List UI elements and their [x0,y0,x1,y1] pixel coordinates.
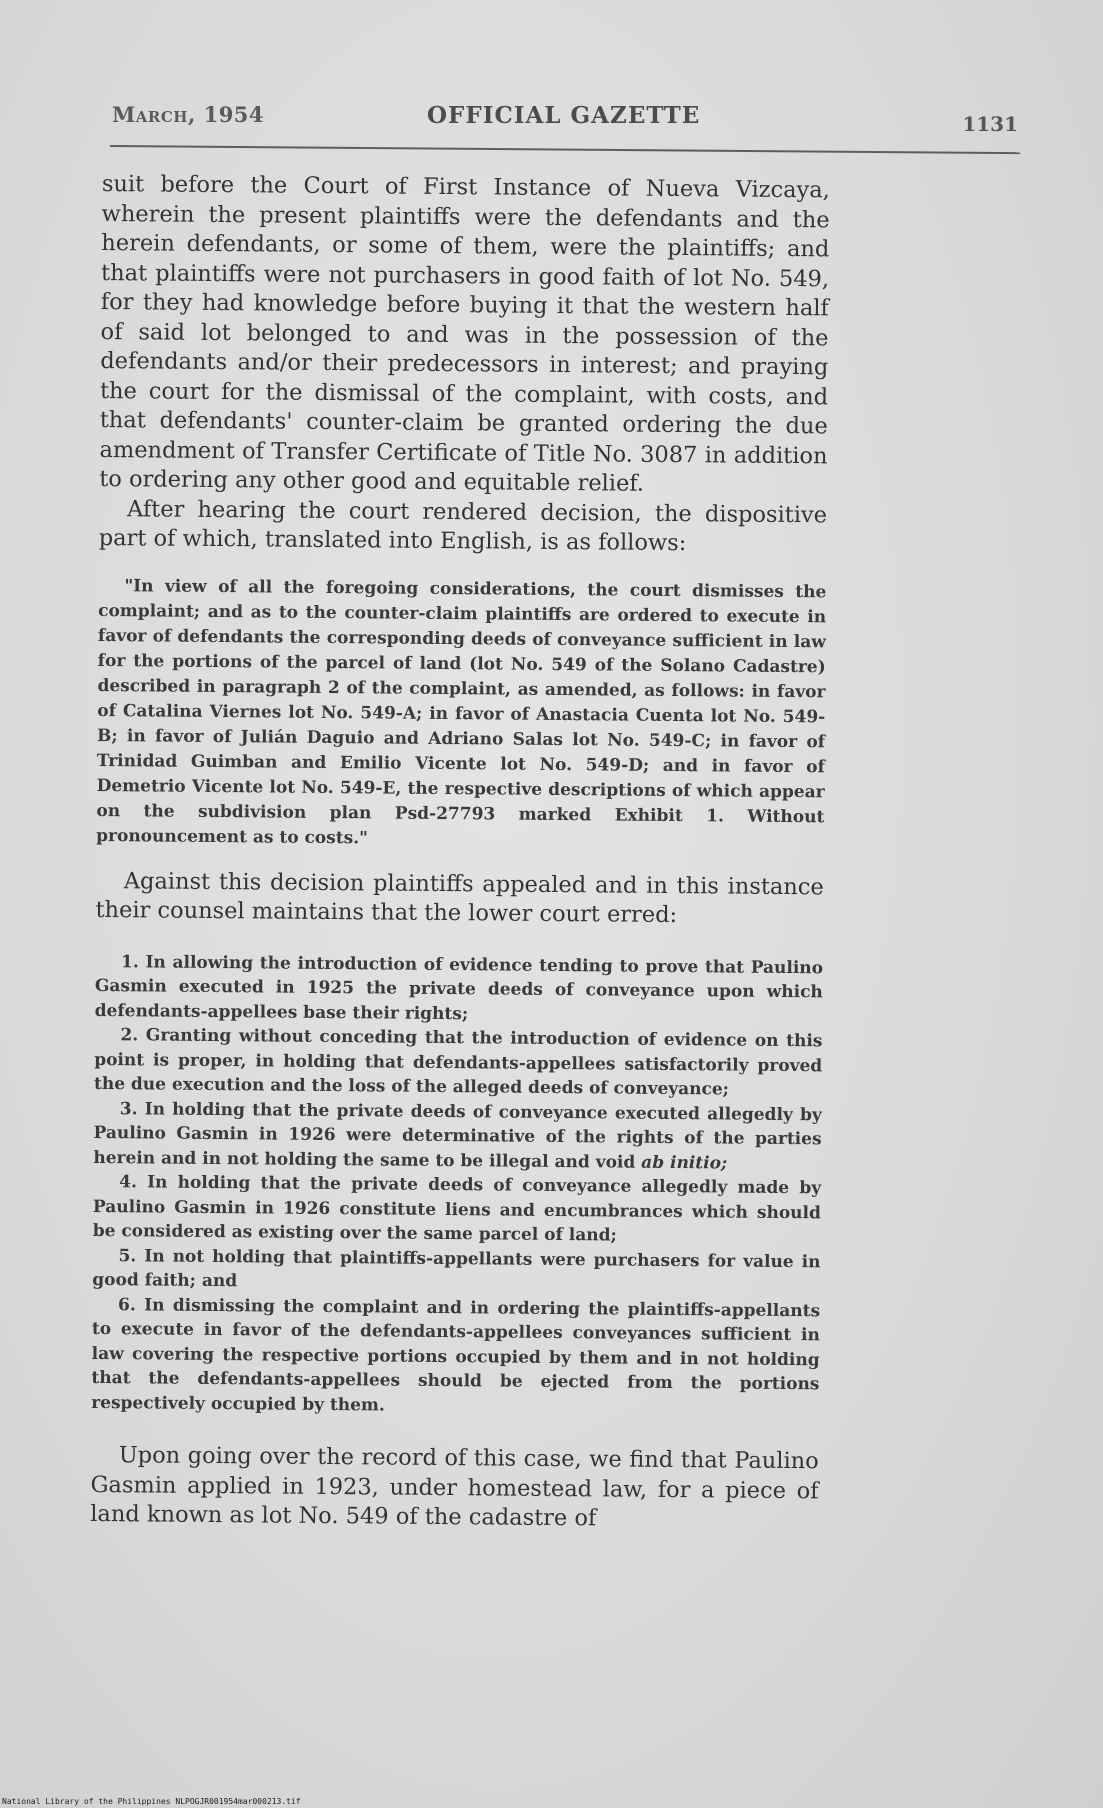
header-date: March, 1954 [112,102,265,127]
error-item-1: 1. In allowing the introduction of evidence tending to prove that Paulino Gasmin executed in 1925 the private deeds of conveyance upon which defendants-appellees base their rights; [94,951,824,1024]
page-body [90,170,830,1536]
assignment-of-errors [91,949,823,1421]
paragraph-continuation: suit before the Court of First Instance of Nueva Vizcaya, wherein the present plaintiffs were the defendants and the herein defendants, or some of them, were the plaintiffs; and that plaintiffs were not purchasers in good faith of lot No. 549, for they had knowledge before buying it that the western half of said lot belonged to and was in the possession of the defendants and/or their predecessors in interest; and praying the court for the dismissal of the complaint, with costs, and that defendants' counter-claim be granted ordering the due amendment of Transfer Certificate of Title No. 3087 in addition to ordering any other good and equitable relief. [99,170,830,497]
paragraph-record-review: Upon going over the record of this case, we find that Paulino Gasmin applied in 1923, under homestead law, for a piece of land known as lot No. 549 of the cadastre of [90,1442,819,1532]
scan-source-footer: National Library of the Philippines NLPOGJR001954mar000213.tif [2,1797,301,1806]
error-item-3 [93,1096,822,1176]
header-title: OFFICIAL GAZETTE [427,102,701,129]
page-number: 1131 [962,112,1018,136]
error-item-4: 4. In holding that the private deeds of conveyance allegedly made by Paulino Gasmin in 1926 constitute liens and encumbrances which should be considered as existing over the same parcel of land; [92,1172,822,1246]
header-rule [110,145,1020,154]
quoted-dispositive-part: "In view of all the foregoing considerations, the court dismisses the complaint; and as to the counter-claim plaintiffs are ordered to execute in favor of defendants the corresponding deeds of conveyance sufficient in law for the portions of the parcel of land (lot No. 549 of the Solano Cadastre) described in paragraph 2 of the complaint, as amended, as follows: in favor of Catalina Viernes lot No. 549-A; in favor of Anastacia Cuenta lot No. 549-B; in favor of Julián Daguio and Adriano Salas lot No. 549-C; in favor of Trinidad Guimban and Emilio Vicente lot No. 549-D; and in favor of Demetrio Vicente lot No. 549-E, the respective descriptions of which appear on the subdivision plan Psd-27793 marked Exhibit 1. Without pronouncement as to costs." [96,575,827,848]
paragraph-decision-intro: After hearing the court rendered decision, the dispositive part of which, translated into English, is as follows: [98,495,828,557]
error-item-6: 6. In dismissing the complaint and in ordering the plaintiffs-appellants to execute in favor of the defendants-appellees conveyances sufficient in law covering the respective portions occupied by them and in not holding that the defendants-appellees should be ejected from the portions respectively occupied by them. [91,1294,821,1416]
error-item-2: 2. Granting without conceding that the introduction of evidence on this point is proper, in holding that defendants-appellees satisfactorily proved the due execution and the loss of the alleged deeds of conveyance; [93,1025,823,1100]
paragraph-appeal: Against this decision plaintiffs appealed and in this instance their counsel maintains that the lower court erred: [95,867,824,929]
error-item-3-latin: ab initio; [641,1152,728,1173]
page-header [112,98,1018,138]
error-item-5: 5. In not holding that plaintiffs-appellants were purchasers for value in good faith; and [92,1245,821,1292]
error-item-3-text: 3. In holding that the private deeds of conveyance executed allegedly by Paulino Gasmin in 1926 were determinative of the rights of the parties herein and in not holding the same to be illegal and void [93,1098,822,1173]
